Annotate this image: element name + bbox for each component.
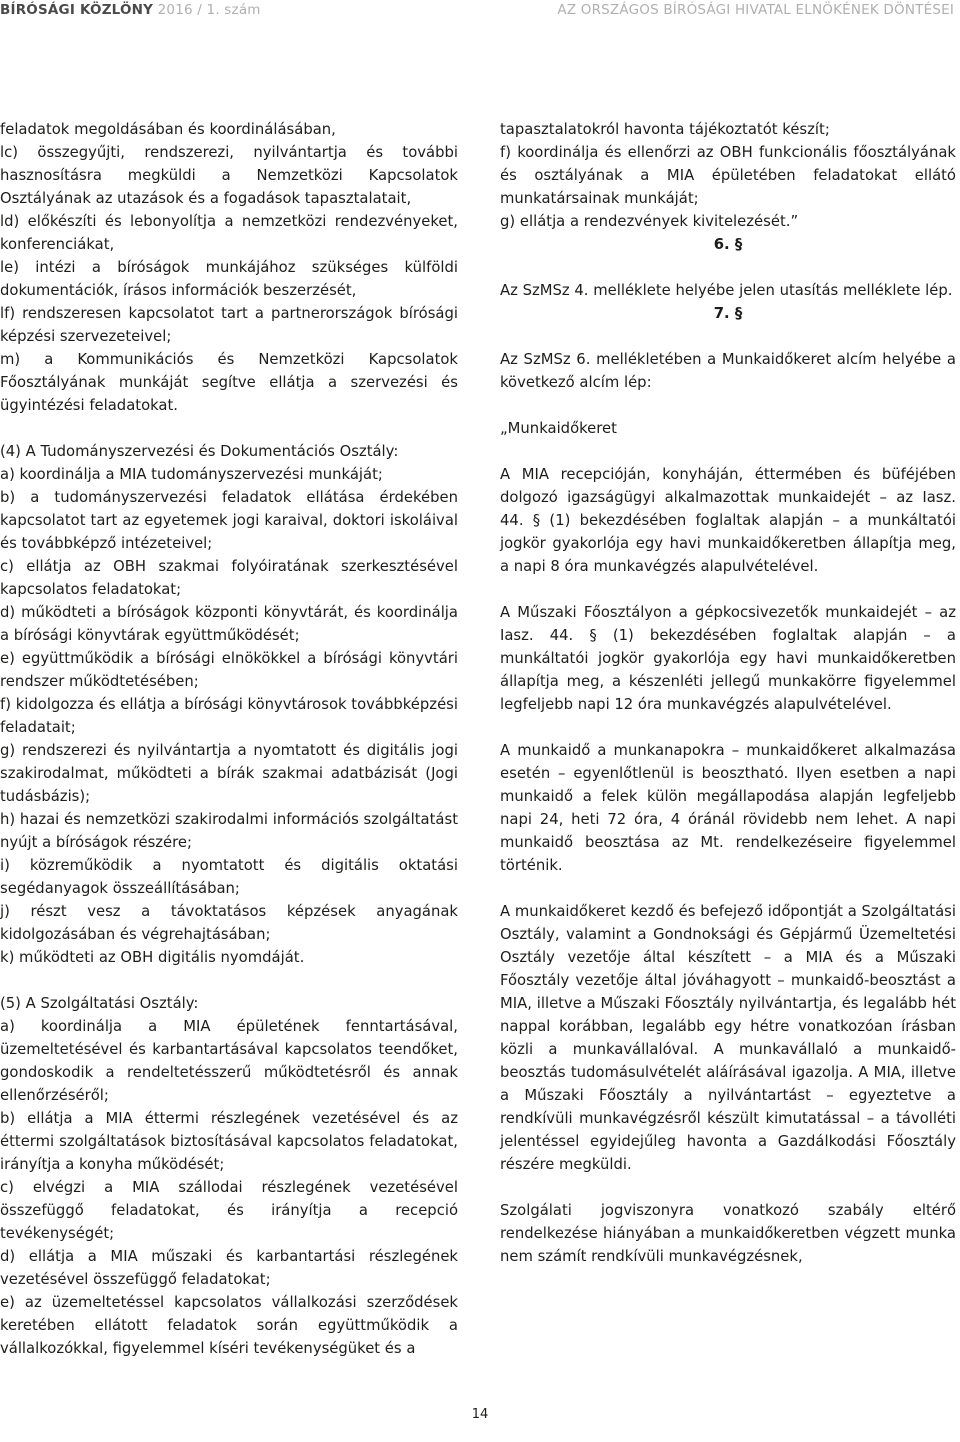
paragraph: A Műszaki Főosztályon a gépkocsivezetők munkaidejét – az Iasz. 44. § (1) bekezdésében foglaltak alapján – a munkáltatói jogkör gyakorlója egy havi munkaidőkeretben állapítja meg, a készenléti jellegű munkakörre figyelemmel legfeljebb napi 12 óra munkavégzés alapulvételével. xyxy=(500,604,956,713)
paragraph: g) ellátja a rendezvények kivitelezését.” xyxy=(500,213,799,230)
paragraph: c) ellátja az OBH szakmai folyóiratának szerkesztésével kapcsolatos feladatokat; xyxy=(0,558,458,598)
paragraph: i) közreműködik a nyomtatott és digitális oktatási segédanyagok összeállításában; xyxy=(0,857,458,897)
paragraph: le) intézi a bíróságok munkájához szükséges külföldi dokumentációk, írásos információk beszerzését, xyxy=(0,259,458,299)
paragraph: f) koordinálja és ellenőrzi az OBH funkcionális főosztályának és osztályának a MIA épületében feladatokat ellátó munkatársainak munkáját; xyxy=(500,144,956,207)
section-heading: (4) A Tudományszervezési és Dokumentációs Osztály: xyxy=(0,443,399,460)
paragraph: g) rendszerezi és nyilvántartja a nyomtatott és digitális jogi szakirodalmat, működteti a bírák szakmai adatbázisát (Jogi tudásbázis); xyxy=(0,742,458,805)
section-7-heading: 7. § xyxy=(713,305,743,322)
publication-title xyxy=(0,2,261,18)
paragraph: Az SzMSz 4. melléklete helyébe jelen utasítás melléklete lép. xyxy=(500,282,953,299)
section-heading: (5) A Szolgáltatási Osztály: xyxy=(0,995,199,1012)
paragraph: lc) összegyűjti, rendszerezi, nyilvántartja és további hasznosításra megküldi a Nemzetközi Kapcsolatok Osztályának az utazások és a fogadások tapasztalatait, xyxy=(0,144,458,207)
left-column xyxy=(0,118,458,1360)
right-column xyxy=(500,118,956,1268)
paragraph: c) elvégzi a MIA szállodai részlegének vezetésével összefüggő feladatokat, és irányítja a recepció tevékenységét; xyxy=(0,1179,458,1242)
paragraph: b) a tudományszervezési feladatok ellátása érdekében kapcsolatot tart az egyetemek jogi karaival, doktori iskoláival és továbbképző intézeteivel; xyxy=(0,489,458,552)
publication-name: BÍRÓSÁGI KÖZLÖNY xyxy=(0,2,154,18)
paragraph: Szolgálati jogviszonyra vonatkozó szabály eltérő rendelkezése hiányában a munkaidőkeretben végzett munka nem számít rendkívüli munkavégzésnek, xyxy=(500,1202,956,1265)
paragraph: b) ellátja a MIA éttermi részlegének vezetésével és az éttermi szolgáltatások biztosításával kapcsolatos feladatokat, irányítja a konyha működését; xyxy=(0,1110,458,1173)
paragraph: f) kidolgozza és ellátja a bírósági könyvtárosok továbbképzési feladatait; xyxy=(0,696,458,736)
page-header xyxy=(0,0,960,20)
paragraph: A MIA recepcióján, konyháján, éttermében és büféjében dolgozó igazságügyi alkalmazottak munkaidejét – az Iasz. 44. § (1) bekezdésében foglaltak alapján – a munkáltatói jogkör gyakorlója egy havi munkaidőkeretben állapítja meg, a napi 8 óra munkavégzés alapulvételével. xyxy=(500,466,956,575)
paragraph: Az SzMSz 6. mellékletében a Munkaidőkeret alcím helyébe a következő alcím lép: xyxy=(500,351,956,391)
section-6-heading: 6. § xyxy=(713,236,743,253)
paragraph: h) hazai és nemzetközi szakirodalmi információs szolgáltatást nyújt a bíróságok részére; xyxy=(0,811,458,851)
issue-label: 2016 / 1. szám xyxy=(153,2,261,18)
paragraph: lf) rendszeresen kapcsolatot tart a partnerországok bírósági képzési szervezeteivel; xyxy=(0,305,458,345)
paragraph: j) részt vesz a távoktatásos képzések anyagának kidolgozásában és végrehajtásában; xyxy=(0,903,458,943)
paragraph: e) az üzemeltetéssel kapcsolatos vállalkozási szerződések keretében ellátott feladatok során együttműködik a vállalkozókkal, figyelemmel kíséri tevékenységüket és a xyxy=(0,1294,458,1357)
paragraph: k) működteti az OBH digitális nyomdáját. xyxy=(0,949,305,966)
paragraph: feladatok megoldásában és koordinálásában, xyxy=(0,121,336,138)
paragraph: A munkaidő a munkanapokra – munkaidőkeret alkalmazása esetén – egyenlőtlenül is beosztható. Ilyen esetben a napi munkaidő a felek külön megállapodása alapján legfeljebb napi 24, heti 72 óra, 4 óránál rövidebb nem lehet. A napi munkaidő beosztása az Mt. rendelkezéseire figyelemmel történik. xyxy=(500,742,956,874)
page-number: 14 xyxy=(471,1407,489,1422)
paragraph: tapasztalatokról havonta tájékoztatót készít; xyxy=(500,121,830,138)
paragraph: A munkaidőkeret kezdő és befejező időpontját a Szolgáltatási Osztály, valamint a Gondnoksági és Gépjármű Üzemeltetési Osztály vezetője által készített – a MIA és a Műszaki Főosztály vezetője által jóváhagyott – munkaidő-beosztást a MIA, illetve a Műszaki Főosztály nyilvántartja, és legalább hét nappal korábban, legalább egy hétre vonatkozóan írásban közli a munkavállalóval. A munkavállaló a munkaidő-beosztás tudomásulvételét aláírásával igazolja. A MIA, illetve a Műszaki Főosztály a nyilvántartást – egyeztetve a rendkívüli munkavégzésről készült kimutatással – a távolléti jelentéssel egyidejűleg havonta a Gazdálkodási Főosztály részére megküldi. xyxy=(500,903,956,1173)
paragraph: a) koordinálja a MIA épületének fenntartásával, üzemeltetésével és karbantartásával kapcsolatos teendőket, gondoskodik a rendeltetésszerű működtetésről és annak ellenőrzéséről; xyxy=(0,1018,458,1104)
paragraph: ld) előkészíti és lebonyolítja a nemzetközi rendezvényeket, konferenciákat, xyxy=(0,213,458,253)
paragraph: m) a Kommunikációs és Nemzetközi Kapcsolatok Főosztályának munkáját segítve ellátja a szervezési és ügyintézési feladatokat. xyxy=(0,351,458,414)
paragraph: d) ellátja a MIA műszaki és karbantartási részlegének vezetésével összefüggő feladatokat; xyxy=(0,1248,458,1288)
paragraph: d) működteti a bíróságok központi könyvtárát, és koordinálja a bírósági könyvtárak együttműködését; xyxy=(0,604,458,644)
paragraph: a) koordinálja a MIA tudományszervezési munkáját; xyxy=(0,466,383,483)
paragraph: e) együttműködik a bírósági elnökökkel a bírósági könyvtári rendszer működtetésében; xyxy=(0,650,458,690)
section-title: AZ ORSZÁGOS BÍRÓSÁGI HIVATAL ELNÖKÉNEK DÖNTÉSEI xyxy=(557,2,954,18)
subtitle: „Munkaidőkeret xyxy=(500,420,617,437)
